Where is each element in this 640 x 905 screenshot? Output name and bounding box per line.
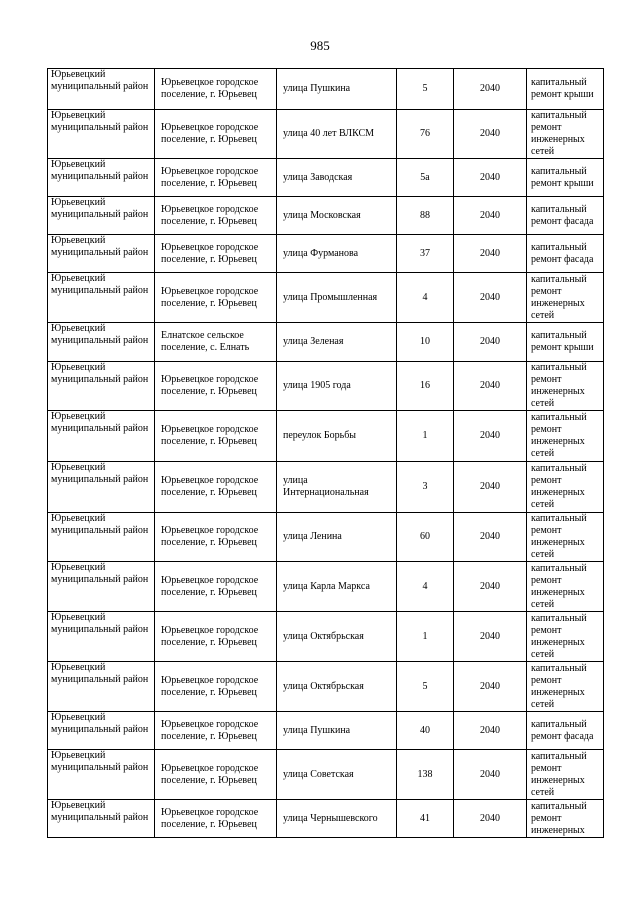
district-cell: Юрьевецкий муниципальный район xyxy=(48,462,155,513)
house-number-cell: 16 xyxy=(397,362,454,411)
table-row xyxy=(48,411,604,462)
house-number-cell: 3 xyxy=(397,462,454,513)
house-number-cell: 76 xyxy=(397,110,454,159)
work-type-cell: капитальный ремонт инженерных сетей xyxy=(527,562,604,612)
house-number-cell: 88 xyxy=(397,197,454,235)
table-row xyxy=(48,662,604,712)
street-cell: улица Зеленая xyxy=(277,323,397,362)
district-cell: Юрьевецкий муниципальный район xyxy=(48,235,155,273)
year-cell: 2040 xyxy=(454,159,527,197)
work-type-cell: капитальный ремонт инженерных сетей xyxy=(527,362,604,411)
settlement-cell: Елнатское сельское поселение, с. Елнать xyxy=(155,323,277,362)
table-row xyxy=(48,362,604,411)
district-cell: Юрьевецкий муниципальный район xyxy=(48,513,155,562)
district-cell: Юрьевецкий муниципальный район xyxy=(48,159,155,197)
work-type-cell: капитальный ремонт инженерных сетей xyxy=(527,612,604,662)
settlement-cell: Юрьевецкое городское поселение, г. Юрьевец xyxy=(155,110,277,159)
year-cell: 2040 xyxy=(454,562,527,612)
house-number-cell: 5 xyxy=(397,69,454,110)
year-cell: 2040 xyxy=(454,411,527,462)
year-cell: 2040 xyxy=(454,750,527,800)
settlement-cell: Юрьевецкое городское поселение, г. Юрьевец xyxy=(155,69,277,110)
table-row xyxy=(48,273,604,323)
work-type-cell: капитальный ремонт фасада xyxy=(527,197,604,235)
street-cell: улица 40 лет ВЛКСМ xyxy=(277,110,397,159)
settlement-cell: Юрьевецкое городское поселение, г. Юрьевец xyxy=(155,273,277,323)
table-row xyxy=(48,197,604,235)
street-cell: улица Промышленная xyxy=(277,273,397,323)
district-cell: Юрьевецкий муниципальный район xyxy=(48,362,155,411)
house-number-cell: 41 xyxy=(397,800,454,838)
district-cell: Юрьевецкий муниципальный район xyxy=(48,69,155,110)
street-cell: улица 1905 года xyxy=(277,362,397,411)
year-cell: 2040 xyxy=(454,69,527,110)
district-cell: Юрьевецкий муниципальный район xyxy=(48,712,155,750)
settlement-cell: Юрьевецкое городское поселение, г. Юрьевец xyxy=(155,197,277,235)
table-row xyxy=(48,235,604,273)
street-cell: улица Фурманова xyxy=(277,235,397,273)
table-row xyxy=(48,69,604,110)
year-cell: 2040 xyxy=(454,362,527,411)
settlement-cell: Юрьевецкое городское поселение, г. Юрьевец xyxy=(155,750,277,800)
work-type-cell: капитальный ремонт фасада xyxy=(527,235,604,273)
street-cell: улица Пушкина xyxy=(277,69,397,110)
house-number-cell: 40 xyxy=(397,712,454,750)
work-type-cell: капитальный ремонт инженерных сетей xyxy=(527,110,604,159)
district-cell: Юрьевецкий муниципальный район xyxy=(48,411,155,462)
settlement-cell: Юрьевецкое городское поселение, г. Юрьевец xyxy=(155,712,277,750)
house-number-cell: 60 xyxy=(397,513,454,562)
street-cell: улица Интернациональная xyxy=(277,462,397,513)
year-cell: 2040 xyxy=(454,197,527,235)
year-cell: 2040 xyxy=(454,273,527,323)
table-row xyxy=(48,323,604,362)
table-row xyxy=(48,462,604,513)
settlement-cell: Юрьевецкое городское поселение, г. Юрьевец xyxy=(155,362,277,411)
settlement-cell: Юрьевецкое городское поселение, г. Юрьевец xyxy=(155,235,277,273)
house-number-cell: 1 xyxy=(397,411,454,462)
work-type-cell: капитальный ремонт крыши xyxy=(527,323,604,362)
year-cell: 2040 xyxy=(454,323,527,362)
house-number-cell: 4 xyxy=(397,562,454,612)
year-cell: 2040 xyxy=(454,462,527,513)
district-cell: Юрьевецкий муниципальный район xyxy=(48,197,155,235)
year-cell: 2040 xyxy=(454,110,527,159)
district-cell: Юрьевецкий муниципальный район xyxy=(48,110,155,159)
work-type-cell: капитальный ремонт инженерных сетей xyxy=(527,750,604,800)
district-cell: Юрьевецкий муниципальный район xyxy=(48,562,155,612)
house-number-cell: 5 xyxy=(397,662,454,712)
year-cell: 2040 xyxy=(454,712,527,750)
work-type-cell: капитальный ремонт инженерных xyxy=(527,800,604,838)
house-number-cell: 4 xyxy=(397,273,454,323)
settlement-cell: Юрьевецкое городское поселение, г. Юрьевец xyxy=(155,800,277,838)
work-type-cell: капитальный ремонт крыши xyxy=(527,159,604,197)
settlement-cell: Юрьевецкое городское поселение, г. Юрьевец xyxy=(155,662,277,712)
settlement-cell: Юрьевецкое городское поселение, г. Юрьевец xyxy=(155,612,277,662)
year-cell: 2040 xyxy=(454,235,527,273)
house-number-cell: 5а xyxy=(397,159,454,197)
district-cell: Юрьевецкий муниципальный район xyxy=(48,612,155,662)
street-cell: улица Пушкина xyxy=(277,712,397,750)
year-cell: 2040 xyxy=(454,612,527,662)
work-type-cell: капитальный ремонт инженерных сетей xyxy=(527,513,604,562)
house-number-cell: 1 xyxy=(397,612,454,662)
table-row xyxy=(48,800,604,838)
street-cell: улица Ленина xyxy=(277,513,397,562)
street-cell: улица Октябрьская xyxy=(277,612,397,662)
settlement-cell: Юрьевецкое городское поселение, г. Юрьевец xyxy=(155,159,277,197)
street-cell: переулок Борьбы xyxy=(277,411,397,462)
table-row xyxy=(48,513,604,562)
district-cell: Юрьевецкий муниципальный район xyxy=(48,662,155,712)
street-cell: улица Советская xyxy=(277,750,397,800)
table-row xyxy=(48,612,604,662)
district-cell: Юрьевецкий муниципальный район xyxy=(48,800,155,838)
work-type-cell: капитальный ремонт инженерных сетей xyxy=(527,462,604,513)
work-type-cell: капитальный ремонт фасада xyxy=(527,712,604,750)
table-row xyxy=(48,750,604,800)
year-cell: 2040 xyxy=(454,800,527,838)
district-cell: Юрьевецкий муниципальный район xyxy=(48,323,155,362)
house-number-cell: 10 xyxy=(397,323,454,362)
year-cell: 2040 xyxy=(454,513,527,562)
work-type-cell: капитальный ремонт инженерных сетей xyxy=(527,411,604,462)
street-cell: улица Московская xyxy=(277,197,397,235)
settlement-cell: Юрьевецкое городское поселение, г. Юрьевец xyxy=(155,462,277,513)
table-row xyxy=(48,562,604,612)
district-cell: Юрьевецкий муниципальный район xyxy=(48,750,155,800)
work-type-cell: капитальный ремонт крыши xyxy=(527,69,604,110)
page-number: 985 xyxy=(310,38,330,53)
house-number-cell: 138 xyxy=(397,750,454,800)
street-cell: улица Чернышевского xyxy=(277,800,397,838)
year-cell: 2040 xyxy=(454,662,527,712)
settlement-cell: Юрьевецкое городское поселение, г. Юрьевец xyxy=(155,562,277,612)
district-cell: Юрьевецкий муниципальный район xyxy=(48,273,155,323)
table-row xyxy=(48,712,604,750)
street-cell: улица Заводская xyxy=(277,159,397,197)
settlement-cell: Юрьевецкое городское поселение, г. Юрьевец xyxy=(155,513,277,562)
house-number-cell: 37 xyxy=(397,235,454,273)
settlement-cell: Юрьевецкое городское поселение, г. Юрьевец xyxy=(155,411,277,462)
table-row xyxy=(48,159,604,197)
table-row xyxy=(48,110,604,159)
work-type-cell: капитальный ремонт инженерных сетей xyxy=(527,662,604,712)
street-cell: улица Карла Маркса xyxy=(277,562,397,612)
repair-schedule-table xyxy=(47,68,604,838)
work-type-cell: капитальный ремонт инженерных сетей xyxy=(527,273,604,323)
street-cell: улица Октябрьская xyxy=(277,662,397,712)
